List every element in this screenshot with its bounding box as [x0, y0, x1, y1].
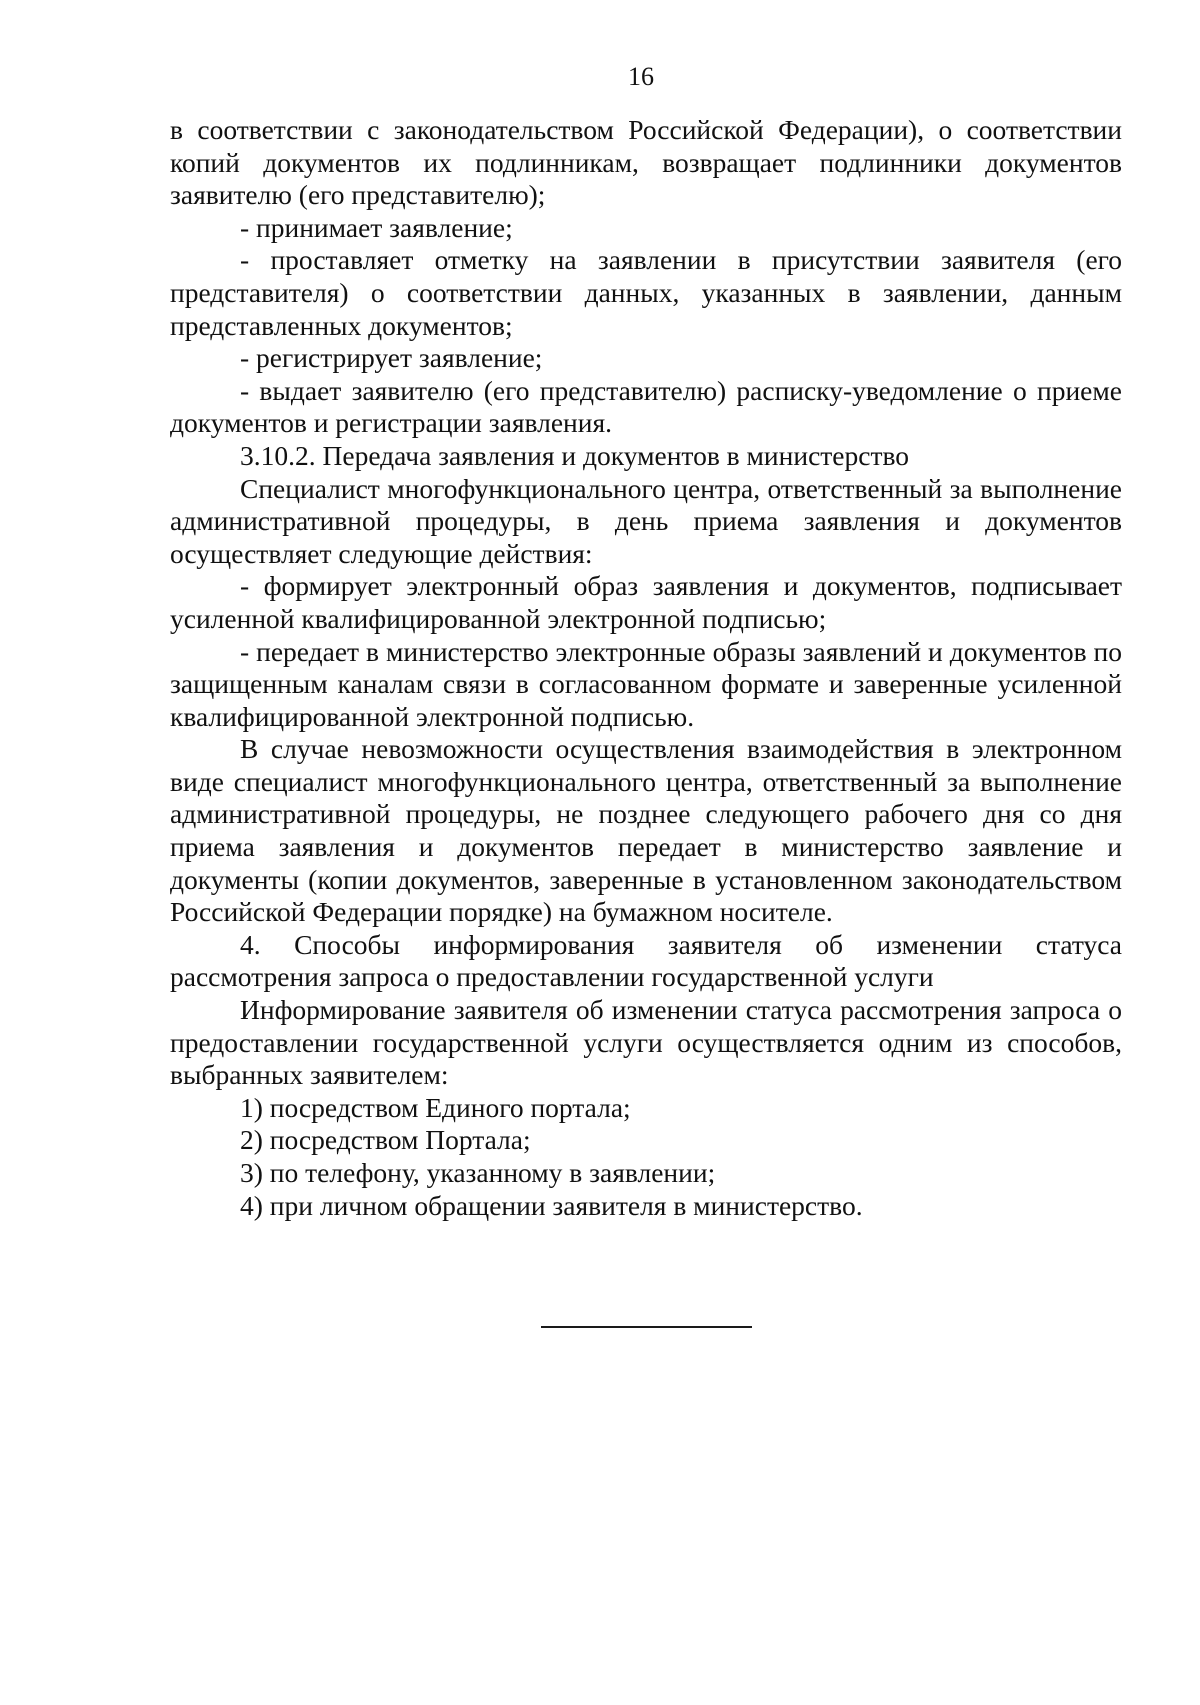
document-body: [170, 114, 1122, 1222]
paragraph-paper-transfer: В случае невозможности осуществления взаимодействия в электронном виде специалист многофункционального центра, ответственный за выполнение административной процедуры, не позднее следующего рабочего дня со дня приема заявления и документов передает в министерство заявление и документы (копии документов, заверенные в установленном законодательством Российской Федерации порядке) на бумажном носителе.: [170, 733, 1122, 928]
list-item-registers-application: - регистрирует заявление;: [240, 342, 543, 374]
list-item-marks-application: - проставляет отметку на заявлении в присутствии заявителя (его представителя) о соответствии данных, указанных в заявлении, данным представленных документов;: [170, 244, 1122, 341]
list-item-unified-portal: 1) посредством Единого портала;: [240, 1091, 631, 1123]
list-item-issues-receipt: - выдает заявителю (его представителю) расписку-уведомление о приеме документов и регистрации заявления.: [170, 374, 1122, 439]
list-item-forms-electronic-image: - формирует электронный образ заявления и документов, подписывает усиленной квалифицированной электронной подписью;: [170, 570, 1122, 634]
list-item-accepts-application: - принимает заявление;: [240, 211, 513, 243]
paragraph-specialist-actions: Специалист многофункционального центра, ответственный за выполнение административной процедуры, в день приема заявления и документов осуществляет следующие действия:: [170, 472, 1122, 569]
list-item-personal-visit: 4) при личном обращении заявителя в министерство.: [240, 1189, 863, 1221]
document-end-rule: [541, 1326, 752, 1328]
page-number: 16: [628, 62, 654, 91]
section-heading-4: 4. Способы информирования заявителя об изменении статуса рассмотрения запроса о предоставлении государственной услуги: [170, 928, 1122, 993]
list-item-portal: 2) посредством Портала;: [240, 1124, 531, 1156]
list-item-phone: 3) по телефону, указанному в заявлении;: [240, 1157, 716, 1188]
paragraph-informing-methods: Информирование заявителя об изменении статуса рассмотрения запроса о предоставлении государственной услуги осуществляется одним из способов, выбранных заявителем:: [170, 994, 1122, 1091]
list-item-transfers-to-ministry: - передает в министерство электронные образы заявлений и документов по защищенным каналам связи в согласованном формате и заверенные усиленной квалифицированной электронной подписью.: [170, 635, 1122, 732]
section-heading-3-10-2: 3.10.2. Передача заявления и документов в министерство: [240, 439, 910, 471]
paragraph-continuation: в соответствии с законодательством Российской Федерации), о соответствии копий документов их подлинникам, возвращает подлинники документов заявителю (его представителю);: [170, 114, 1122, 211]
